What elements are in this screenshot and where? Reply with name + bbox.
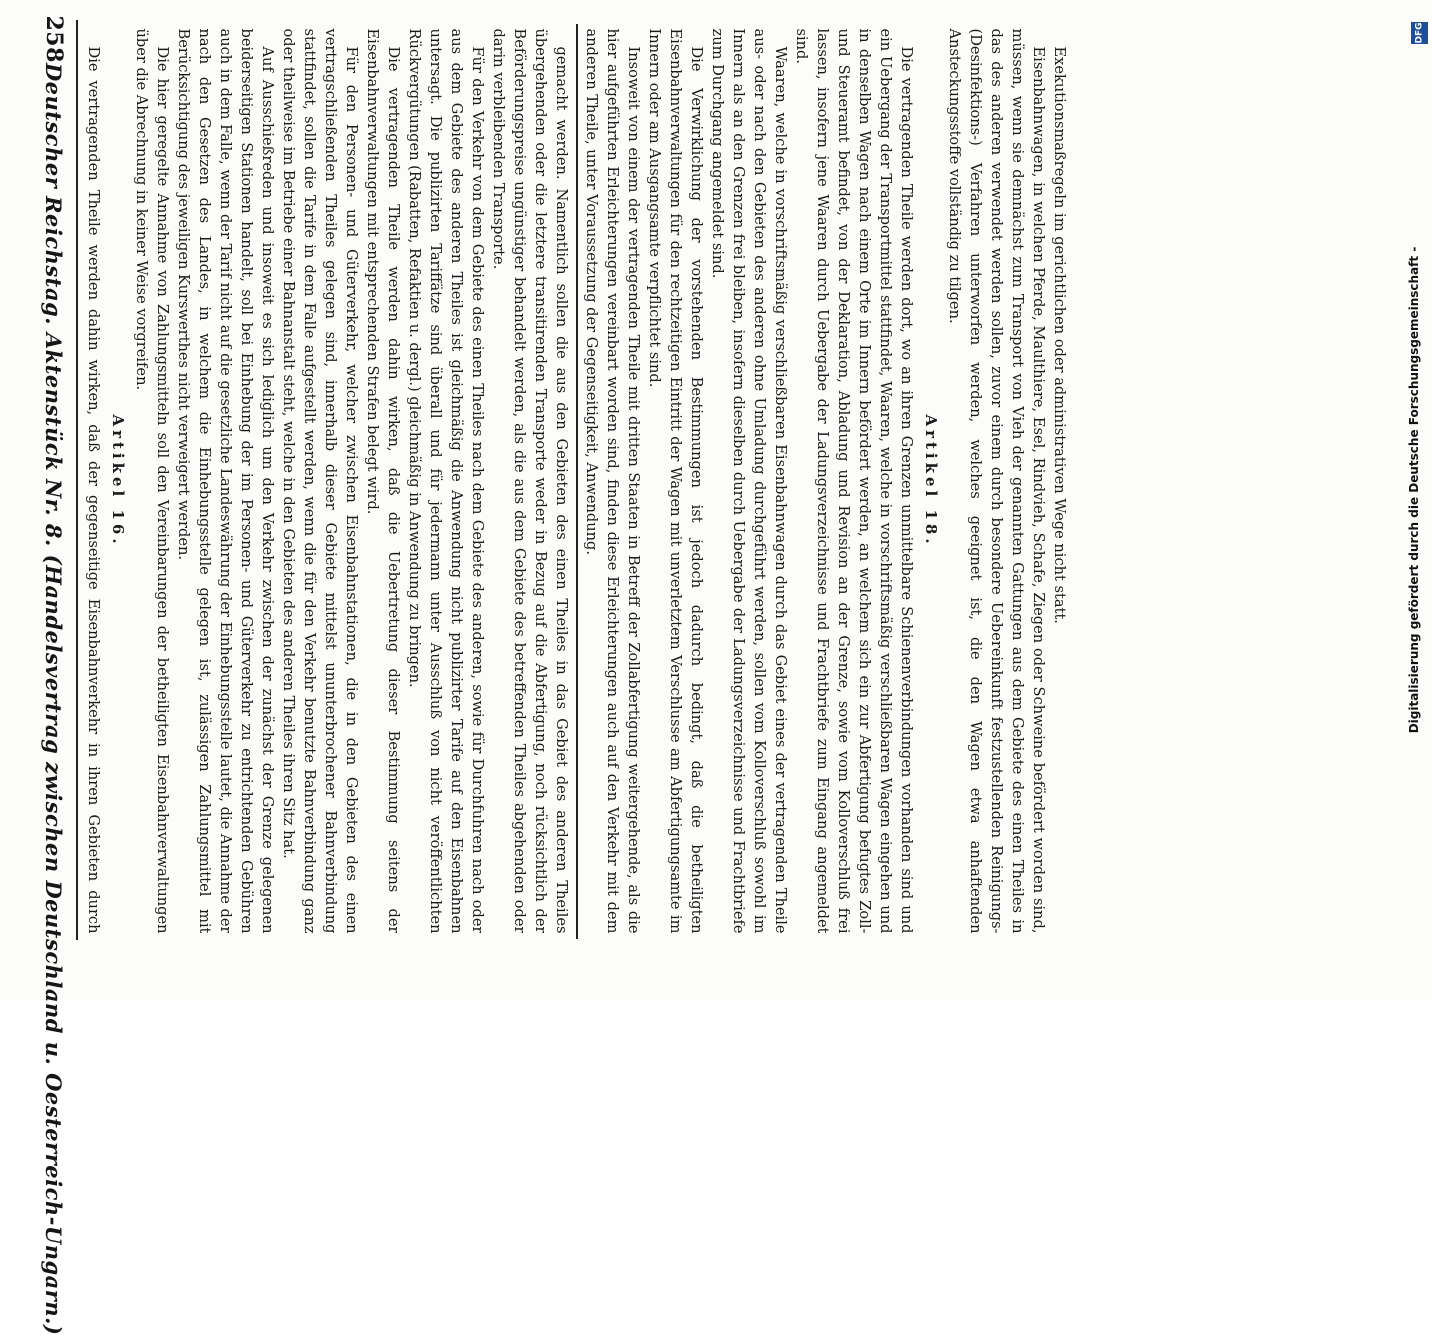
page-header: [32, 15, 76, 1335]
paragraph: Exekutionsmaßregeln im gerichtlichen oder administrativen Wege nicht statt.: [1051, 46, 1068, 624]
article-heading: Artikel 16.: [109, 413, 127, 548]
digitization-text: Digitalisierung gefördert durch die Deutsche Forschungsgemeinschaft -: [1407, 246, 1421, 734]
paragraph: Die Verwirklichung der vorstehenden Bestimmungen ist jedoch dadurch bedingt, daß die betheiligten Eisenbahnverwaltungen für den rechtzeitigen Eintritt der Wagen mit unverletztem Verschlusse am Abfertigungsamte im Innern oder am Ausgangsamte verpflichtet sind.: [646, 28, 705, 933]
paragraph: Insoweit von einem der vertragenden Theile mit dritten Staaten in Betreff der Zollabfertigung weitergehende, als die hier aufgeführten Erleichterungen vereinbart worden sind, finden diese Erleichterungen auch auf den Verkehr mit dem anderen Theile, unter Voraussetzung der Gegenseitigkeit, Anwendung.: [583, 28, 642, 933]
dfg-logo-text: DFG: [1414, 22, 1425, 44]
paragraph: Für den Verkehr von dem Gebiete des einen Theiles nach dem Gebiete des anderen, sowie für Durchfuhren nach oder aus dem Gebiete des anderen Theiles ist gleichmäßig die Anwendung nicht publizirter Tarife auf den Eisenbahnen untersagt. Die publizirten Tariffätze sind überall und für jedermann unter Ausschluß von nicht veröffentlichten Rückvergütungen (Rabatten, Refaktien u. dergl.) gleichmäßig in Anwendung zu bringen.: [406, 28, 486, 933]
paragraph: Auf Ausschießreden und insoweit es sich lediglich um den Verkehr zwischen der zunächst der Grenze gelegenen beiderseitigen Stationen handelt, soll bei Einhebung der im Personen- und Güterverkehr zu entrichtenden Gebühren auch in dem Falle, wenn der Tarif nicht auf die gesetzliche Landeswährung der Einhebungsstelle lautet, die Annahme der nach den Gesetzen des Landes, in welchem die Einhebungsstelle gelegen ist, zulässigen Zahlungsmittel mit Berücksichtigung des jeweiligen Kurswerthes nicht verweigert werden.: [175, 28, 276, 933]
paragraph: Waaren, welche in vorschriftsmäßig verschließbaren Eisenbahnwagen durch das Gebiet eines der vertragenden Theile aus- oder nach den Gebieten des anderen ohne Umladung durchgeführt werden, sollen vom Kolloverschluß sowohl im Innern als an den Grenzen frei bleiben, insofern dieselben durch Uebergabe der Ladungsverzeichnisse und Frachtbriefe zum Durchgang angemeldet sind.: [709, 28, 789, 933]
article-heading: Artikel 18.: [922, 413, 940, 548]
paragraph: Für den Personen- und Güterverkehr, welcher zwischen Eisenbahnstationen, die in den Gebieten des einen vertragschließenden Theiles gelegen sind, innerhalb dieser Gebiete mittelst ununterbrochener Bahnverbindung stattfindet, sollen die Tarife in dem Falle aufgestellt werden, wenn die für den Verkehr benutzte Bahnverbindung ganz oder theilweise im Betriebe einer Bahnanstalt steht, welche in den Gebieten des anderen Theiles ihren Sitz hat.: [280, 28, 360, 933]
paragraph: Die vertragenden Theile werden dort, wo an ihren Grenzen unmittelbare Schienenverbindungen vorhanden sind und ein Uebergang der Transportmittel stattfindet, Waaren, welche in vorschriftsmäßig verschließbaren Wagen eingehen und in denselben Wagen nach einem Orte im Innern befördert werden, an welchem sich ein zur Abfertigung befugtes Zoll- und Steueramt befindet, von der Deklaration, Abladung und Revision an der Grenze, sowie vom Kolloverschluß frei lassen, insofern jene Waaren durch Uebergabe der Ladungsverzeichnisse und Frachtbriefe zum Eingang angemeldet sind.: [793, 28, 915, 933]
column-divider: [576, 24, 578, 939]
dfg-logo: [1411, 22, 1428, 44]
paragraph: gemacht werden. Namentlich sollen die aus den Gebieten des einen Theiles in das Gebiet des anderen Theiles übergehenden oder die letztere transitirenden Transporte weder in Bezug auf die Abfertigung, noch rücksichtlich der Beförderungspreise ungünstiger behandelt werden, als die aus dem Gebiete des betreffenden Theiles abgehenden oder darin verbleibenden Transporte.: [490, 28, 570, 933]
running-title: Deutscher Reichstag. Aktenstück Nr. 8. (Handelsvertrag zwischen Deutschland u. Oesterreich-Ungarn.): [41, 62, 67, 1335]
text-column-right: [580, 28, 1070, 933]
page-number: 258: [41, 15, 67, 63]
paragraph: Die hier geregelte Annahme von Zahlungsmitteln soll den Vereinbarungen der betheiligten Eisenbahnverwaltungen über die Abrechnung in keiner Weise vorgreifen.: [133, 28, 171, 933]
header-rule: [76, 20, 78, 940]
text-column-left: [82, 28, 572, 933]
digitization-note: [1400, 20, 1428, 975]
paragraph: Eisenbahnwagen, in welchen Pferde, Maulthiere, Esel, Rindvieh, Schafe, Ziegen oder Schweine befördert worden sind, müssen, wenn sie demnächst zum Transport von Vieh der genannten Gattungen aus dem Gebiete des einen Theiles in das des anderen verwendet werden sollen, zuvor einem durch besondere Uebereinkunft festzustellenden Reinigungs- (Desinfektions-) Verfahren unterworfen werden, welches geeignet ist, die den Wagen etwa anhaftenden Ansteckungsstoffe vollständig zu tilgen.: [946, 28, 1047, 933]
paragraph: Die vertragenden Theile werden dahin wirken, daß die Uebertretung dieser Bestimmung seitens der Eisenbahnverwaltungen mit entsprechenden Strafen belegt wird.: [364, 28, 402, 933]
paragraph: Die vertragenden Theile werden dahin wirken, daß der gegenseitige Eisenbahnverkehr in ihren Gebieten durch: [85, 46, 102, 933]
